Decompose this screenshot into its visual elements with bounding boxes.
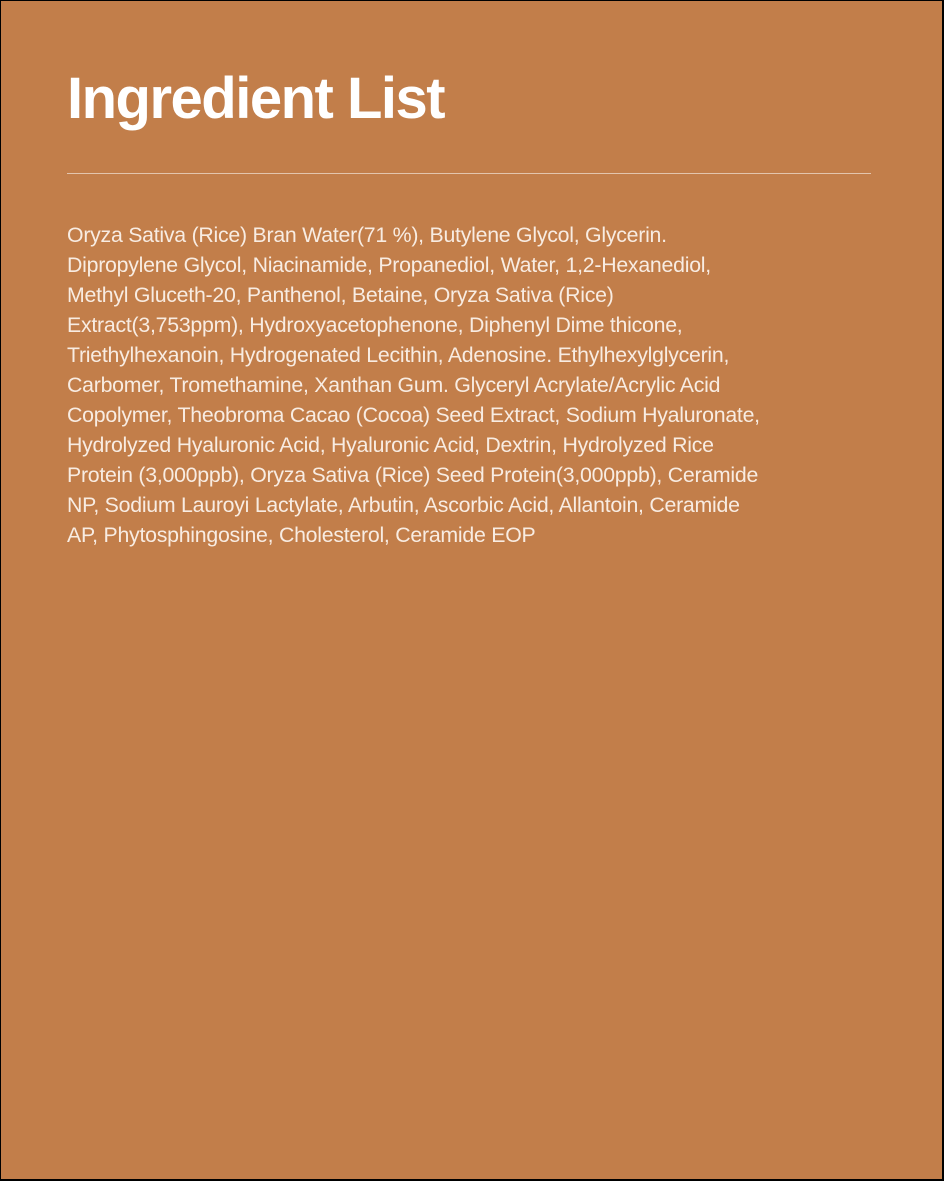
ingredient-panel [1,1,942,1179]
ingredient-list-text [67,220,877,550]
ingredient-line: Carbomer, Tromethamine, Xanthan Gum. Glyceryl Acrylate/Acrylic Acid [67,373,721,397]
ingredient-line: Extract(3,753ppm), Hydroxyacetophenone, Diphenyl Dime thicone, [67,313,683,337]
ingredient-line: Triethylhexanoin, Hydrogenated Lecithin, Adenosine. Ethylhexylglycerin, [67,343,730,367]
title-divider [67,173,871,174]
ingredient-line: Protein (3,000ppb), Oryza Sativa (Rice) Seed Protein(3,000ppb), Ceramide [67,463,759,487]
ingredient-line: Dipropylene Glycol, Niacinamide, Propanediol, Water, 1,2-Hexanediol, [67,253,711,277]
ingredient-line: Copolymer, Theobroma Cacao (Cocoa) Seed Extract, Sodium Hyaluronate, [67,403,760,427]
ingredient-line: NP, Sodium Lauroyi Lactylate, Arbutin, Ascorbic Acid, Allantoin, Ceramide [67,493,740,517]
ingredient-line: Hydrolyzed Hyaluronic Acid, Hyaluronic Acid, Dextrin, Hydrolyzed Rice [67,433,714,457]
ingredient-line: Methyl Gluceth-20, Panthenol, Betaine, Oryza Sativa (Rice) [67,283,614,307]
ingredient-line: Oryza Sativa (Rice) Bran Water(71 %), Butylene Glycol, Glycerin. [67,223,667,247]
ingredient-line: AP, Phytosphingosine, Cholesterol, Ceramide EOP [67,523,536,547]
page-title: Ingredient List [67,66,445,131]
